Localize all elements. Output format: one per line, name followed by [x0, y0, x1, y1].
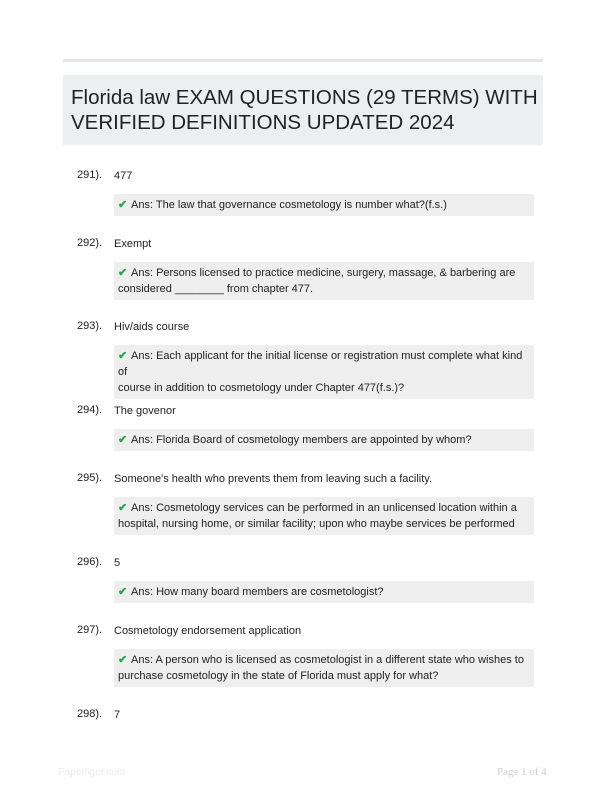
answer-text: Ans: How many board members are cosmetologist? — [131, 586, 384, 598]
answer-text: Ans: The law that governance cosmetology is number what?(f.s.) — [131, 199, 447, 211]
term-text: The govenor — [114, 405, 176, 417]
top-divider — [63, 59, 543, 62]
answer-text-line-2: purchase cosmetology in the state of Florida must apply for what? — [118, 670, 439, 682]
checkmark-icon: ✔ — [118, 502, 128, 514]
checkmark-icon: ✔ — [118, 350, 128, 362]
checkmark-icon: ✔ — [118, 434, 128, 446]
question-number: 294). — [77, 404, 103, 416]
answer-box — [114, 497, 534, 535]
question-number: 292). — [77, 237, 103, 249]
term-text: Someone's health who prevents them from leaving such a facility. — [114, 473, 433, 485]
question-number: 293). — [77, 320, 103, 332]
checkmark-icon: ✔ — [118, 654, 128, 666]
answer-box — [114, 581, 534, 603]
term-text: 5 — [114, 557, 121, 569]
question-number: 298). — [77, 708, 103, 720]
term-text: Exempt — [114, 238, 152, 250]
answer-text-line-2: considered ________ from chapter 477. — [118, 283, 314, 295]
question-number: 291). — [77, 169, 103, 181]
checkmark-icon: ✔ — [118, 586, 128, 598]
checkmark-icon: ✔ — [118, 267, 128, 279]
question-number: 297). — [77, 624, 103, 636]
footer-watermark: Papertiger.com — [58, 767, 126, 778]
answer-text-line-2: course in addition to cosmetology under Chapter 477(f.s.)? — [118, 382, 405, 394]
title-line-1: Florida law EXAM QUESTIONS (29 TERMS) WITH — [71, 86, 538, 109]
term-text: Cosmetology endorsement application — [114, 625, 302, 637]
answer-box — [114, 429, 534, 451]
checkmark-icon: ✔ — [118, 199, 128, 211]
answer-text-line-2: hospital, nursing home, or similar facility; upon who maybe services be performed — [118, 518, 515, 530]
title-line-2: VERIFIED DEFINITIONS UPDATED 2024 — [71, 111, 455, 134]
page-number: Page 1 of 4 — [497, 766, 547, 778]
answer-text-line-1: Ans: Each applicant for the initial license or registration must complete what kind of — [118, 350, 523, 378]
answer-box — [114, 194, 534, 216]
answer-box — [114, 649, 534, 687]
question-number: 295). — [77, 472, 103, 484]
answer-box — [114, 262, 534, 300]
question-number: 296). — [77, 556, 103, 568]
answer-box — [114, 345, 534, 399]
answer-text-line-1: Ans: Persons licensed to practice medicine, surgery, massage, & barbering are — [131, 267, 516, 279]
title-box — [63, 75, 543, 145]
term-text: 477 — [114, 170, 133, 182]
page-title — [71, 85, 543, 135]
term-text: 7 — [114, 709, 121, 721]
answer-text: Ans: Florida Board of cosmetology members are appointed by whom? — [131, 434, 472, 446]
answer-text-line-1: Ans: A person who is licensed as cosmetologist in a different state who wishes to — [131, 654, 524, 666]
answer-text-line-1: Ans: Cosmetology services can be performed in an unlicensed location within a — [131, 502, 517, 514]
term-text: Hiv/aids course — [114, 321, 190, 333]
